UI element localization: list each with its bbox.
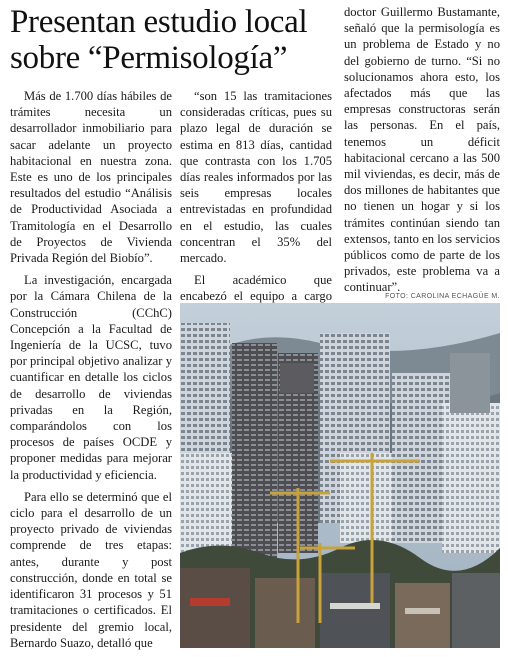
photo-credit: FOTO: CAROLINA ECHAGÜE M. (385, 293, 500, 300)
body-paragraph: La investigación, encargada por la Cámara Chilena de la Construcción (CChC) Concepción a la Facultad de Ingeniería de la UCSC, tuvo por principal objetivo analizar y cuantificar en detalle los ciclos de desarrollo de viviendas privadas en la Región, comparándolos con los procesos de países OCDE y proponer medidas para mejorar la productividad y eficiencia. (10, 273, 172, 482)
tower (232, 343, 277, 573)
body-paragraph: El académico que encabezó el equipo a cargo (180, 273, 332, 304)
city-skyline-illustration (180, 303, 500, 648)
body-paragraph: doctor Guillermo Bustamante, señaló que la permisología es un problema de Estado y no del gobierno de turno. “Si no solucionamos ahora esto, los afectados más que las empresas constructoras serán las personas. En el país, tenemos un déficit habitacional cercano a las 500 mil viviendas, es decir, más de dos millones de habitantes que no tienen un hogar y si los trámites continúan siendo tan extensos, tanto en los servicios públicos como de parte de los privados, este problema va a continuar”. (344, 5, 500, 295)
tower (442, 403, 500, 553)
article-headline: Presentan estudio local sobre “Permisología” (10, 4, 308, 76)
city-skyline-photo (180, 303, 500, 648)
body-paragraph: Más de 1.700 días hábiles de trámites necesita un desarrollador inmobiliario para sacar adelante un proyecto habitacional en nuestra zona. Este es uno de los principales resultados del estudio “Análisis de Productividad Asociada a Tramitología en el Desarrollo de Proyectos de Vivienda Privada Región del Biobío”. (10, 89, 172, 266)
article-column-1 (10, 88, 172, 651)
body-paragraph: Para ello se determinó que el ciclo para el desarrollo de un proyecto privado de viviendas comprende de tres etapas: antes, durante y post construcción, donde en total se identificaron 31 procesos y 51 tramitaciones o certificados. El presidente del gremio local, Bernardo Suazo, detalló que (10, 489, 172, 650)
article-column-3 (344, 4, 500, 296)
body-paragraph: “son 15 las tramitaciones consideradas críticas, pues su plazo legal de duración se estima en 813 días, cantidad que contrasta con los 1.705 días reales informados por las seis empresas locales entrevistadas en profundidad en el estudio, las cuales concentran el 35% del mercado. (180, 89, 332, 266)
article-column-2 (180, 88, 332, 321)
